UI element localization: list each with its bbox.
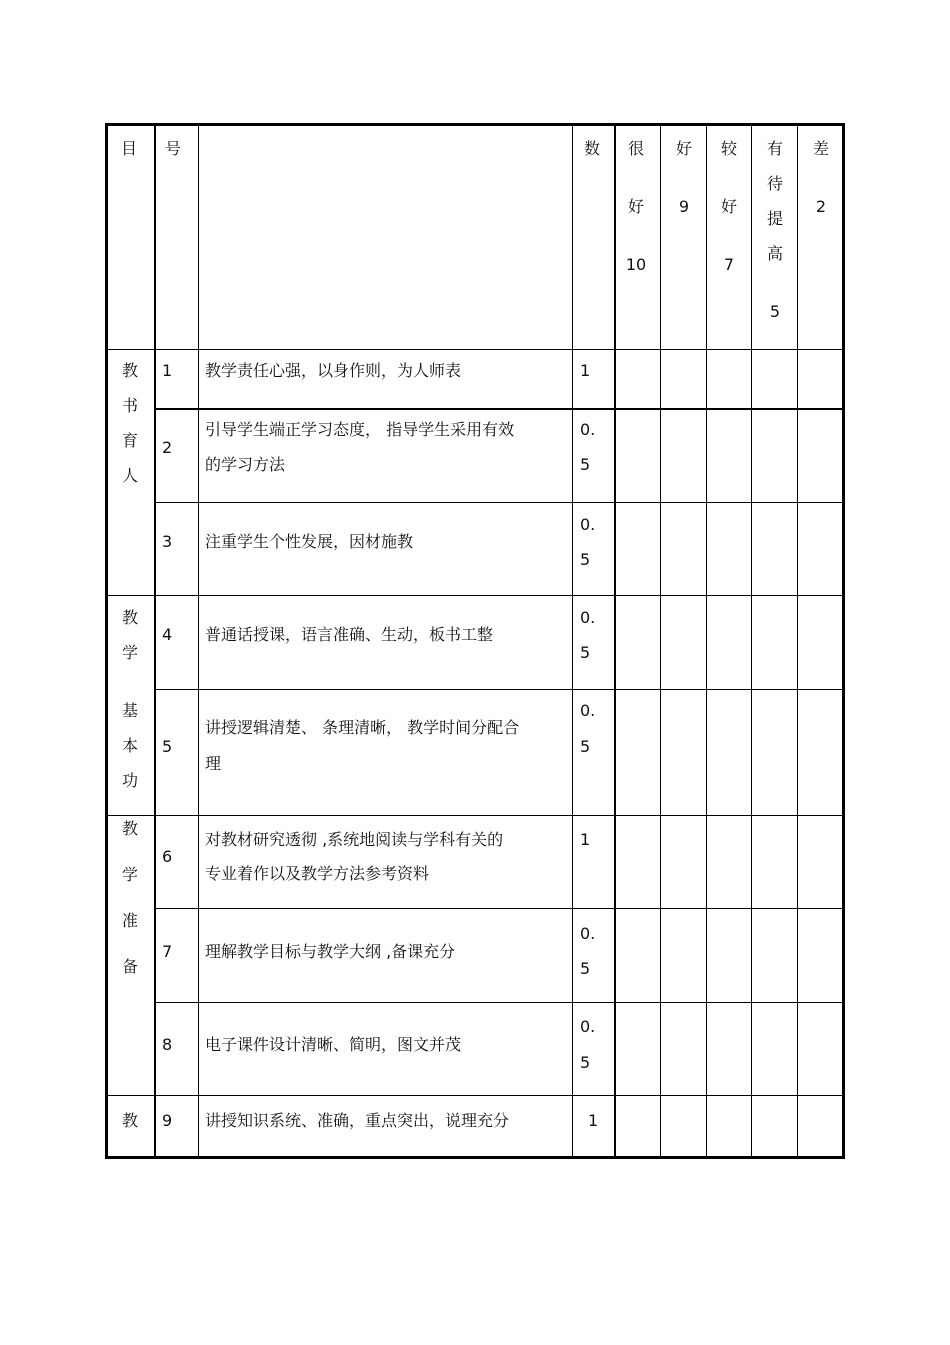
item-description-cont: 理 <box>205 754 222 773</box>
item-weight-cont: 5 <box>580 550 591 569</box>
column-divider <box>751 126 752 1156</box>
item-number: 4 <box>162 625 173 644</box>
row-divider <box>155 1002 842 1003</box>
item-weight: 0. <box>580 515 596 534</box>
row-divider <box>155 908 842 909</box>
column-divider <box>154 126 156 1156</box>
item-description: 电子课件设计清晰、简明，图文并茂 <box>205 1035 462 1054</box>
group-teaching-basics: 教 学 基 本 功 <box>121 608 138 790</box>
header-poor: 差 2 <box>812 139 829 216</box>
group-teaching: 教 <box>121 1111 138 1130</box>
row-divider <box>108 815 842 816</box>
item-weight-cont: 5 <box>580 1053 591 1072</box>
item-description: 注重学生个性发展，因材施教 <box>205 532 414 551</box>
item-weight: 0. <box>580 924 596 943</box>
row-divider <box>108 595 842 596</box>
item-weight-cont: 5 <box>580 643 591 662</box>
item-weight: 1 <box>588 1111 599 1130</box>
item-weight: 0. <box>580 1017 596 1036</box>
group-teaching-preparation: 教 学 准 备 <box>121 819 138 976</box>
item-description: 对教材研究透彻 ,系统地阅读与学科有关的 <box>205 830 504 849</box>
column-divider <box>797 126 798 1156</box>
item-weight-cont: 5 <box>580 959 591 978</box>
header-weight: 数 <box>584 139 601 158</box>
item-number: 5 <box>162 737 173 756</box>
row-divider <box>155 502 842 503</box>
item-description-cont: 专业着作以及教学方法参考资料 <box>205 864 430 883</box>
item-weight-cont: 5 <box>580 455 591 474</box>
header-needs-improvement: 有 待 提 高 5 <box>766 139 783 321</box>
item-number: 1 <box>162 361 173 380</box>
item-description: 普通话授课，语言准确、生动，板书工整 <box>205 625 494 644</box>
item-number: 9 <box>162 1111 173 1130</box>
item-number: 7 <box>162 942 173 961</box>
row-divider <box>108 1095 842 1096</box>
row-divider <box>155 408 842 410</box>
column-divider <box>660 126 661 1156</box>
item-weight-cont: 5 <box>580 737 591 756</box>
item-weight: 1 <box>580 830 591 849</box>
header-item: 目 <box>121 139 138 158</box>
column-divider <box>706 126 707 1156</box>
header-very-good: 很 好 10 <box>625 139 647 274</box>
item-number: 6 <box>162 847 173 866</box>
column-divider <box>572 126 573 1156</box>
item-weight: 0. <box>580 701 596 720</box>
item-description-cont: 的学习方法 <box>205 455 286 474</box>
column-divider <box>614 126 616 1156</box>
item-weight: 0. <box>580 420 596 439</box>
group-teaching-and-educating: 教 书 育 人 <box>121 361 138 485</box>
row-divider <box>108 349 842 350</box>
header-fairly-good: 较 好 7 <box>720 139 737 274</box>
item-description: 理解教学目标与教学大纲 ,备课充分 <box>205 942 456 961</box>
item-description: 讲授逻辑清楚、 条理清晰， 教学时间分配合 <box>205 718 520 737</box>
item-description: 引导学生端正学习态度， 指导学生采用有效 <box>205 420 515 439</box>
item-description: 教学责任心强，以身作则，为人师表 <box>205 361 462 380</box>
item-number: 3 <box>162 532 173 551</box>
column-divider <box>198 126 199 1156</box>
item-number: 2 <box>162 438 173 457</box>
item-description: 讲授知识系统、准确，重点突出，说理充分 <box>205 1111 510 1130</box>
item-weight: 1 <box>580 361 591 380</box>
item-number: 8 <box>162 1035 173 1054</box>
item-weight: 0. <box>580 608 596 627</box>
row-divider <box>155 689 842 690</box>
header-good: 好 9 <box>675 139 692 216</box>
header-number: 号 <box>165 139 182 158</box>
